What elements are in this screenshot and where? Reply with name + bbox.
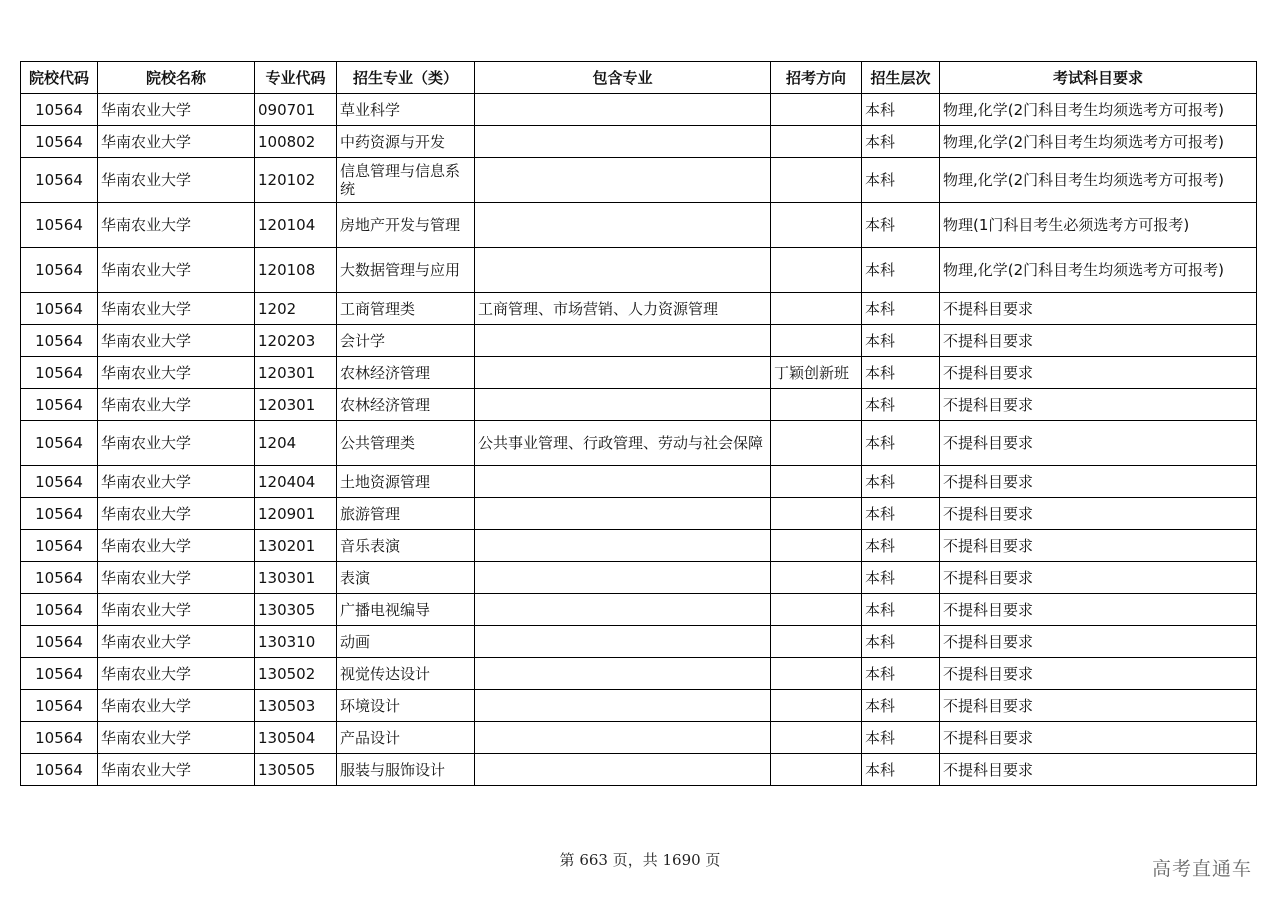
table-row <box>21 325 1257 357</box>
school-name-cell: 华南农业大学 <box>98 325 255 357</box>
major-cell: 广播电视编导 <box>337 594 475 626</box>
direction-cell <box>771 389 862 421</box>
table-row <box>21 248 1257 293</box>
direction-cell <box>771 94 862 126</box>
subject-requirements-cell: 不提科目要求 <box>940 293 1257 325</box>
major-code-cell: 120301 <box>255 357 337 389</box>
included-majors-cell <box>475 658 771 690</box>
level-cell: 本科 <box>862 722 940 754</box>
school-code-cell: 10564 <box>21 325 98 357</box>
subject-requirements-cell: 不提科目要求 <box>940 626 1257 658</box>
table-row <box>21 498 1257 530</box>
level-cell: 本科 <box>862 562 940 594</box>
major-cell: 服装与服饰设计 <box>337 754 475 786</box>
table-row <box>21 530 1257 562</box>
direction-cell <box>771 293 862 325</box>
direction-cell <box>771 530 862 562</box>
level-cell: 本科 <box>862 658 940 690</box>
major-cell: 产品设计 <box>337 722 475 754</box>
direction-cell <box>771 248 862 293</box>
table-row <box>21 126 1257 158</box>
direction-cell <box>771 690 862 722</box>
school-code-cell: 10564 <box>21 530 98 562</box>
table-row <box>21 722 1257 754</box>
major-cell: 旅游管理 <box>337 498 475 530</box>
major-cell: 中药资源与开发 <box>337 126 475 158</box>
header-major: 招生专业（类） <box>337 62 475 94</box>
major-code-cell: 130305 <box>255 594 337 626</box>
level-cell: 本科 <box>862 754 940 786</box>
direction-cell <box>771 722 862 754</box>
subject-requirements-cell: 不提科目要求 <box>940 466 1257 498</box>
school-code-cell: 10564 <box>21 94 98 126</box>
table-row <box>21 690 1257 722</box>
direction-cell <box>771 203 862 248</box>
major-code-cell: 130310 <box>255 626 337 658</box>
level-cell: 本科 <box>862 126 940 158</box>
subject-requirements-cell: 不提科目要求 <box>940 594 1257 626</box>
major-code-cell: 130301 <box>255 562 337 594</box>
page-number: 第 663 页，共 1690 页 <box>559 851 721 869</box>
major-code-cell: 130201 <box>255 530 337 562</box>
major-code-cell: 130502 <box>255 658 337 690</box>
direction-cell <box>771 754 862 786</box>
direction-cell <box>771 466 862 498</box>
school-name-cell: 华南农业大学 <box>98 658 255 690</box>
school-name-cell: 华南农业大学 <box>98 562 255 594</box>
major-cell: 音乐表演 <box>337 530 475 562</box>
school-code-cell: 10564 <box>21 357 98 389</box>
direction-cell <box>771 325 862 357</box>
major-code-cell: 120404 <box>255 466 337 498</box>
table-row <box>21 389 1257 421</box>
table-row <box>21 562 1257 594</box>
major-code-cell: 130503 <box>255 690 337 722</box>
header-direction: 招考方向 <box>771 62 862 94</box>
included-majors-cell: 工商管理、市场营销、人力资源管理 <box>475 293 771 325</box>
school-name-cell: 华南农业大学 <box>98 722 255 754</box>
subject-requirements-cell: 不提科目要求 <box>940 357 1257 389</box>
school-code-cell: 10564 <box>21 126 98 158</box>
school-code-cell: 10564 <box>21 562 98 594</box>
major-cell: 农林经济管理 <box>337 389 475 421</box>
major-cell: 会计学 <box>337 325 475 357</box>
level-cell: 本科 <box>862 94 940 126</box>
school-name-cell: 华南农业大学 <box>98 203 255 248</box>
school-code-cell: 10564 <box>21 158 98 203</box>
header-school-code: 院校代码 <box>21 62 98 94</box>
included-majors-cell: 公共事业管理、行政管理、劳动与社会保障 <box>475 421 771 466</box>
table-row <box>21 158 1257 203</box>
major-cell: 信息管理与信息系统 <box>337 158 475 203</box>
header-subject-requirements: 考试科目要求 <box>940 62 1257 94</box>
direction-cell <box>771 498 862 530</box>
level-cell: 本科 <box>862 626 940 658</box>
subject-requirements-cell: 不提科目要求 <box>940 722 1257 754</box>
header-school-name: 院校名称 <box>98 62 255 94</box>
included-majors-cell <box>475 754 771 786</box>
school-name-cell: 华南农业大学 <box>98 594 255 626</box>
direction-cell <box>771 158 862 203</box>
major-code-cell: 120108 <box>255 248 337 293</box>
table-row <box>21 421 1257 466</box>
subject-requirements-cell: 不提科目要求 <box>940 754 1257 786</box>
school-name-cell: 华南农业大学 <box>98 466 255 498</box>
level-cell: 本科 <box>862 421 940 466</box>
major-code-cell: 120203 <box>255 325 337 357</box>
major-code-cell: 090701 <box>255 94 337 126</box>
enrollment-table <box>20 61 1257 786</box>
table-row <box>21 594 1257 626</box>
level-cell: 本科 <box>862 158 940 203</box>
school-code-cell: 10564 <box>21 203 98 248</box>
subject-requirements-cell: 物理,化学(2门科目考生均须选考方可报考) <box>940 94 1257 126</box>
major-cell: 视觉传达设计 <box>337 658 475 690</box>
level-cell: 本科 <box>862 203 940 248</box>
header-level: 招生层次 <box>862 62 940 94</box>
school-name-cell: 华南农业大学 <box>98 389 255 421</box>
major-code-cell: 100802 <box>255 126 337 158</box>
major-code-cell: 120104 <box>255 203 337 248</box>
subject-requirements-cell: 不提科目要求 <box>940 389 1257 421</box>
school-code-cell: 10564 <box>21 248 98 293</box>
subject-requirements-cell: 不提科目要求 <box>940 658 1257 690</box>
subject-requirements-cell: 不提科目要求 <box>940 498 1257 530</box>
major-cell: 环境设计 <box>337 690 475 722</box>
included-majors-cell <box>475 562 771 594</box>
included-majors-cell <box>475 626 771 658</box>
school-name-cell: 华南农业大学 <box>98 754 255 786</box>
school-name-cell: 华南农业大学 <box>98 690 255 722</box>
school-name-cell: 华南农业大学 <box>98 158 255 203</box>
level-cell: 本科 <box>862 530 940 562</box>
header-included-majors: 包含专业 <box>475 62 771 94</box>
level-cell: 本科 <box>862 690 940 722</box>
school-name-cell: 华南农业大学 <box>98 293 255 325</box>
direction-cell <box>771 126 862 158</box>
direction-cell <box>771 421 862 466</box>
level-cell: 本科 <box>862 293 940 325</box>
table-row <box>21 357 1257 389</box>
major-code-cell: 120901 <box>255 498 337 530</box>
major-cell: 公共管理类 <box>337 421 475 466</box>
school-name-cell: 华南农业大学 <box>98 498 255 530</box>
school-name-cell: 华南农业大学 <box>98 421 255 466</box>
subject-requirements-cell: 物理,化学(2门科目考生均须选考方可报考) <box>940 126 1257 158</box>
school-name-cell: 华南农业大学 <box>98 94 255 126</box>
major-code-cell: 1204 <box>255 421 337 466</box>
table-row <box>21 754 1257 786</box>
table-row <box>21 466 1257 498</box>
school-name-cell: 华南农业大学 <box>98 626 255 658</box>
included-majors-cell <box>475 158 771 203</box>
subject-requirements-cell: 不提科目要求 <box>940 421 1257 466</box>
level-cell: 本科 <box>862 594 940 626</box>
level-cell: 本科 <box>862 389 940 421</box>
header-major-code: 专业代码 <box>255 62 337 94</box>
included-majors-cell <box>475 126 771 158</box>
included-majors-cell <box>475 357 771 389</box>
table-row <box>21 94 1257 126</box>
school-name-cell: 华南农业大学 <box>98 530 255 562</box>
school-code-cell: 10564 <box>21 594 98 626</box>
included-majors-cell <box>475 594 771 626</box>
level-cell: 本科 <box>862 325 940 357</box>
major-code-cell: 130505 <box>255 754 337 786</box>
included-majors-cell <box>475 94 771 126</box>
school-code-cell: 10564 <box>21 722 98 754</box>
subject-requirements-cell: 不提科目要求 <box>940 562 1257 594</box>
school-code-cell: 10564 <box>21 421 98 466</box>
major-cell: 房地产开发与管理 <box>337 203 475 248</box>
direction-cell <box>771 594 862 626</box>
major-code-cell: 1202 <box>255 293 337 325</box>
direction-cell <box>771 562 862 594</box>
included-majors-cell <box>475 325 771 357</box>
included-majors-cell <box>475 203 771 248</box>
major-code-cell: 120102 <box>255 158 337 203</box>
included-majors-cell <box>475 389 771 421</box>
level-cell: 本科 <box>862 248 940 293</box>
included-majors-cell <box>475 530 771 562</box>
major-code-cell: 130504 <box>255 722 337 754</box>
subject-requirements-cell: 不提科目要求 <box>940 530 1257 562</box>
major-code-cell: 120301 <box>255 389 337 421</box>
subject-requirements-cell: 物理,化学(2门科目考生均须选考方可报考) <box>940 158 1257 203</box>
level-cell: 本科 <box>862 498 940 530</box>
included-majors-cell <box>475 722 771 754</box>
included-majors-cell <box>475 466 771 498</box>
school-code-cell: 10564 <box>21 466 98 498</box>
school-code-cell: 10564 <box>21 754 98 786</box>
table-row <box>21 658 1257 690</box>
major-cell: 动画 <box>337 626 475 658</box>
school-code-cell: 10564 <box>21 389 98 421</box>
direction-cell <box>771 626 862 658</box>
subject-requirements-cell: 物理(1门科目考生必须选考方可报考) <box>940 203 1257 248</box>
major-cell: 土地资源管理 <box>337 466 475 498</box>
school-code-cell: 10564 <box>21 498 98 530</box>
major-cell: 大数据管理与应用 <box>337 248 475 293</box>
subject-requirements-cell: 物理,化学(2门科目考生均须选考方可报考) <box>940 248 1257 293</box>
school-code-cell: 10564 <box>21 626 98 658</box>
included-majors-cell <box>475 248 771 293</box>
level-cell: 本科 <box>862 466 940 498</box>
watermark-text: 高考直通车 <box>1151 858 1252 880</box>
school-code-cell: 10564 <box>21 293 98 325</box>
included-majors-cell <box>475 690 771 722</box>
school-name-cell: 华南农业大学 <box>98 248 255 293</box>
school-name-cell: 华南农业大学 <box>98 357 255 389</box>
table-row <box>21 203 1257 248</box>
direction-cell: 丁颖创新班 <box>771 357 862 389</box>
school-code-cell: 10564 <box>21 658 98 690</box>
major-cell: 草业科学 <box>337 94 475 126</box>
direction-cell <box>771 658 862 690</box>
included-majors-cell <box>475 498 771 530</box>
major-cell: 工商管理类 <box>337 293 475 325</box>
level-cell: 本科 <box>862 357 940 389</box>
subject-requirements-cell: 不提科目要求 <box>940 690 1257 722</box>
school-code-cell: 10564 <box>21 690 98 722</box>
table-header-row <box>21 62 1257 94</box>
major-cell: 农林经济管理 <box>337 357 475 389</box>
major-cell: 表演 <box>337 562 475 594</box>
subject-requirements-cell: 不提科目要求 <box>940 325 1257 357</box>
school-name-cell: 华南农业大学 <box>98 126 255 158</box>
table-row <box>21 293 1257 325</box>
table-row <box>21 626 1257 658</box>
